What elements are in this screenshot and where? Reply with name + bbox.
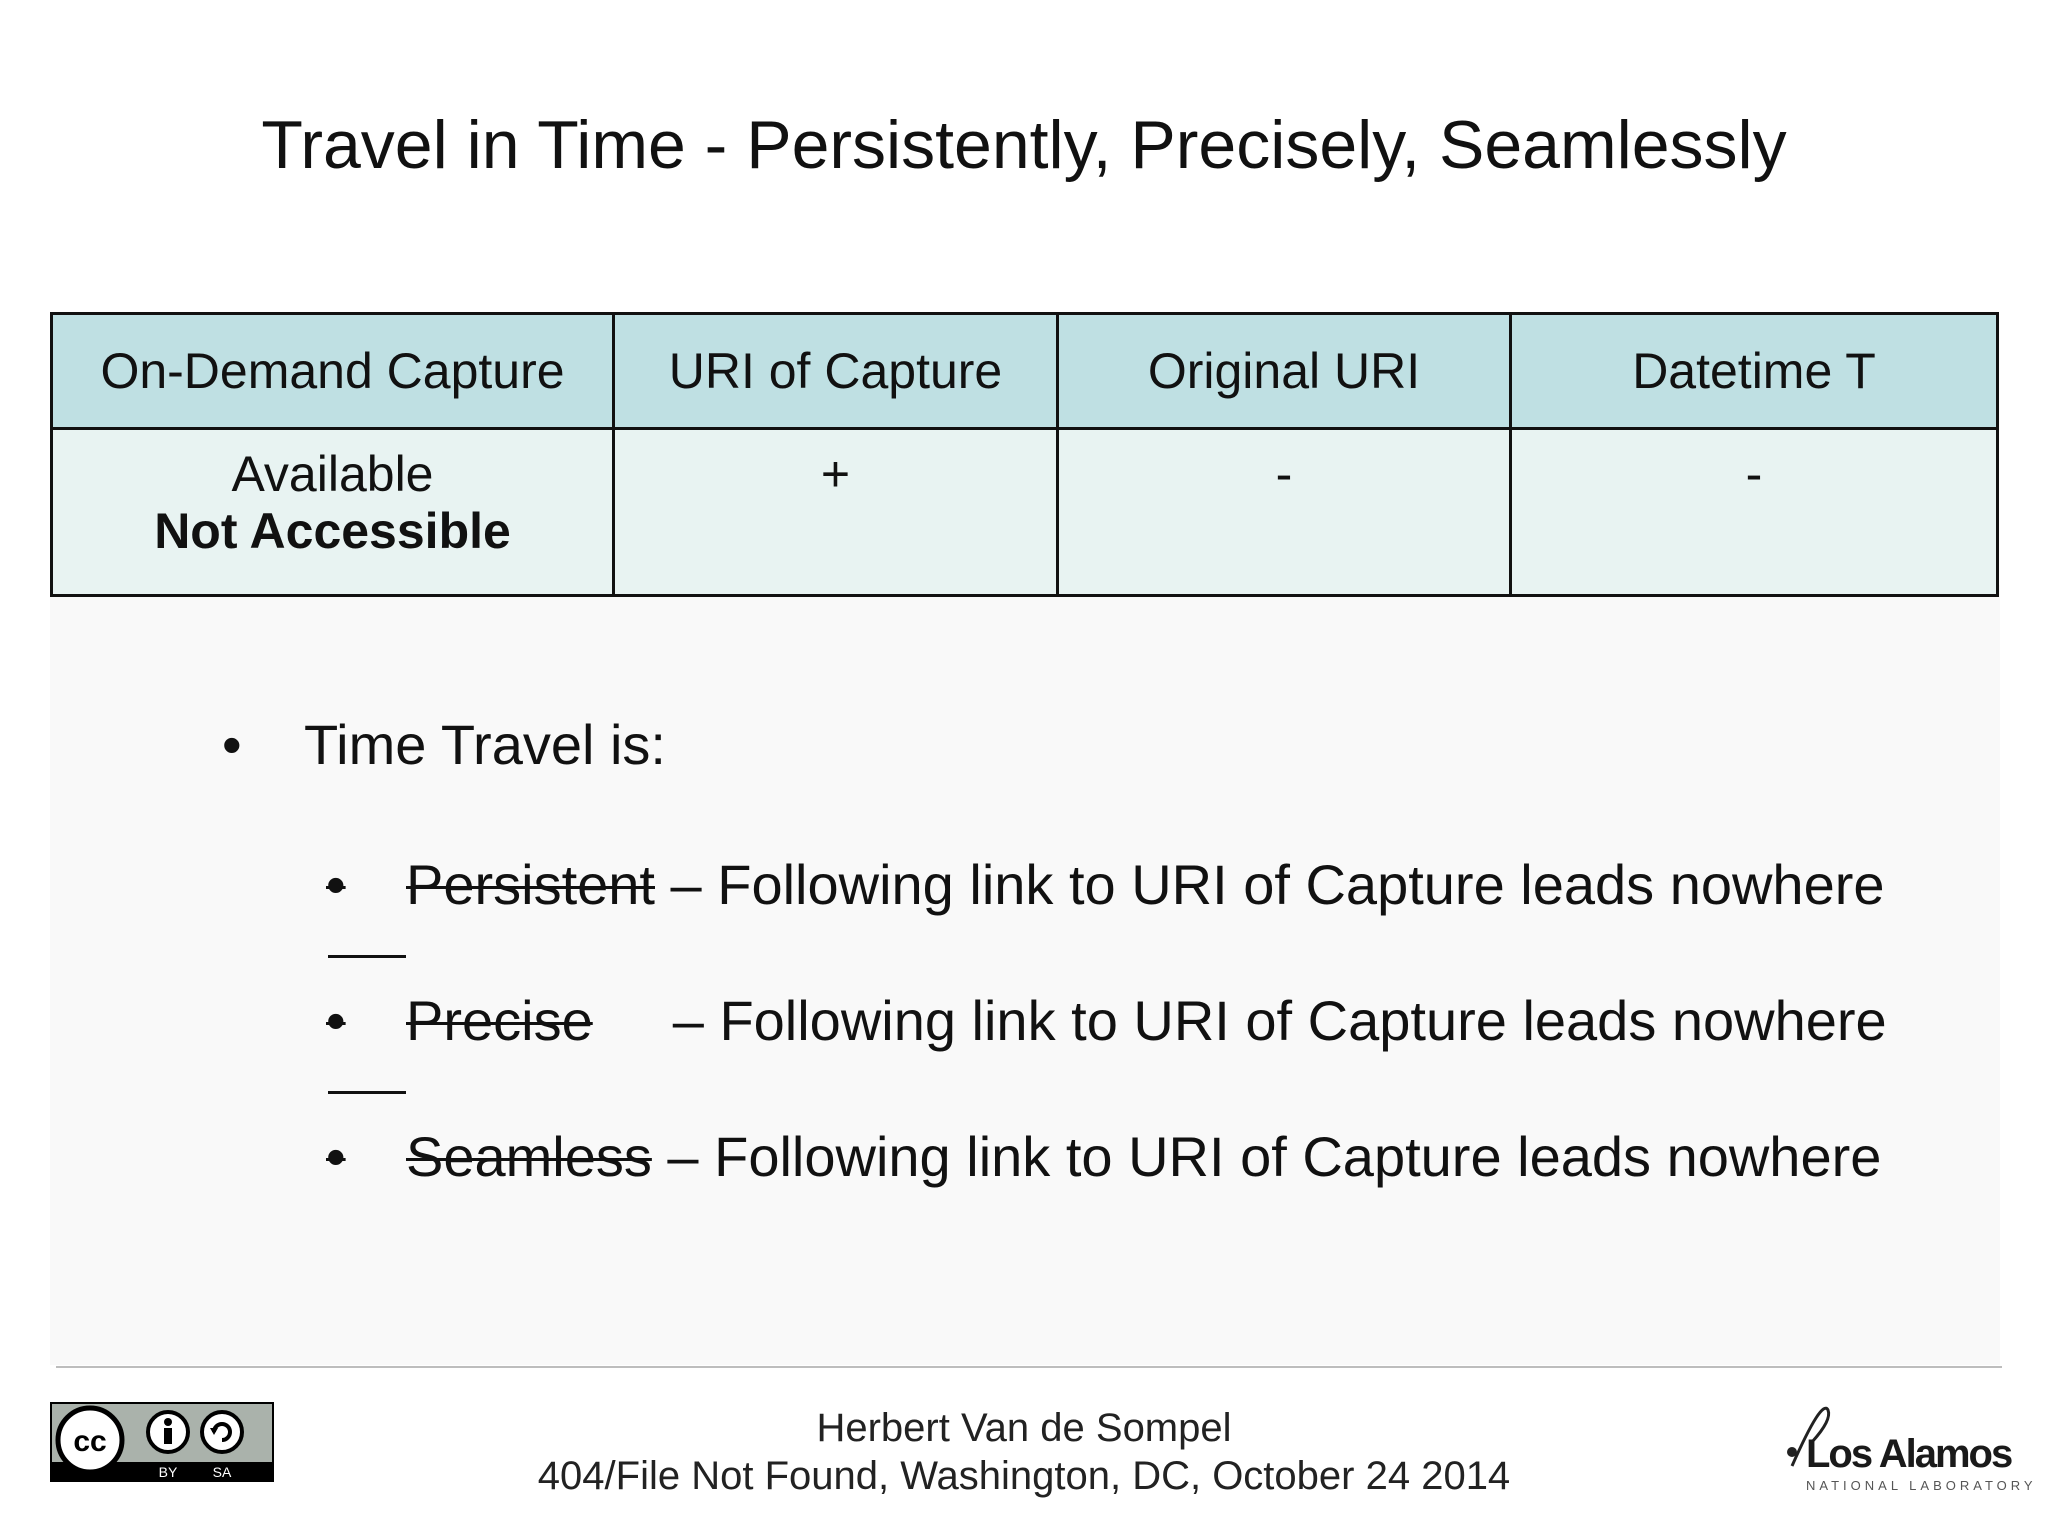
cell-not-accessible-text: Not Accessible bbox=[154, 503, 511, 559]
bullet-marker: • bbox=[326, 853, 346, 916]
bullet-marker: • bbox=[222, 713, 242, 776]
sub-bullet-text: – Following link to URI of Capture leads nowhere bbox=[672, 989, 1887, 1052]
bullet-marker: • bbox=[326, 1125, 346, 1188]
cell-available-text: Available bbox=[231, 446, 434, 502]
footer-citation bbox=[0, 1404, 2048, 1500]
divider-dash bbox=[328, 1091, 406, 1094]
header-uri-of-capture: URI of Capture bbox=[614, 314, 1058, 429]
divider-dash bbox=[328, 955, 406, 958]
sub-bullet-persistent bbox=[326, 850, 1885, 920]
footer-divider bbox=[56, 1366, 2002, 1368]
sub-bullet-seamless bbox=[326, 1122, 1881, 1192]
lanl-name: Los Alamos bbox=[1806, 1432, 2012, 1476]
cell-uri-of-capture: + bbox=[614, 429, 1058, 596]
sub-bullet-text: – Following link to URI of Capture leads nowhere bbox=[655, 853, 1885, 916]
lanl-subtitle: NATIONAL LABORATORY bbox=[1806, 1478, 2037, 1493]
sub-bullet-term: Precise bbox=[406, 989, 593, 1052]
header-original-uri: Original URI bbox=[1058, 314, 1511, 429]
capture-table bbox=[50, 312, 1999, 597]
header-on-demand-capture: On-Demand Capture bbox=[52, 314, 614, 429]
cell-datetime-t: - bbox=[1511, 429, 1998, 596]
bullet-marker: • bbox=[326, 989, 346, 1052]
sub-bullet-term: Seamless bbox=[406, 1125, 652, 1188]
sub-bullet-term: Persistent bbox=[406, 853, 655, 916]
table-row bbox=[52, 429, 1998, 596]
header-datetime-t: Datetime T bbox=[1511, 314, 1998, 429]
content-background bbox=[50, 585, 2000, 1365]
slide-title: Travel in Time - Persistently, Precisely, Seamlessly bbox=[261, 107, 1787, 183]
cell-on-demand-capture bbox=[52, 429, 614, 596]
svg-text:cc: cc bbox=[73, 1425, 107, 1458]
sub-bullet-precise bbox=[326, 986, 1887, 1056]
cc-sa-label: SA bbox=[212, 1464, 232, 1480]
footer-author: Herbert Van de Sompel bbox=[816, 1406, 1232, 1450]
cell-original-uri: - bbox=[1058, 429, 1511, 596]
cc-by-label: BY bbox=[158, 1464, 178, 1480]
footer-event: 404/File Not Found, Washington, DC, October 24 2014 bbox=[537, 1454, 1511, 1498]
sub-bullet-text: – Following link to URI of Capture leads nowhere bbox=[651, 1125, 1882, 1188]
main-bullet-text: Time Travel is: bbox=[304, 713, 666, 776]
table-header-row bbox=[52, 314, 1998, 429]
main-bullet bbox=[222, 710, 666, 780]
